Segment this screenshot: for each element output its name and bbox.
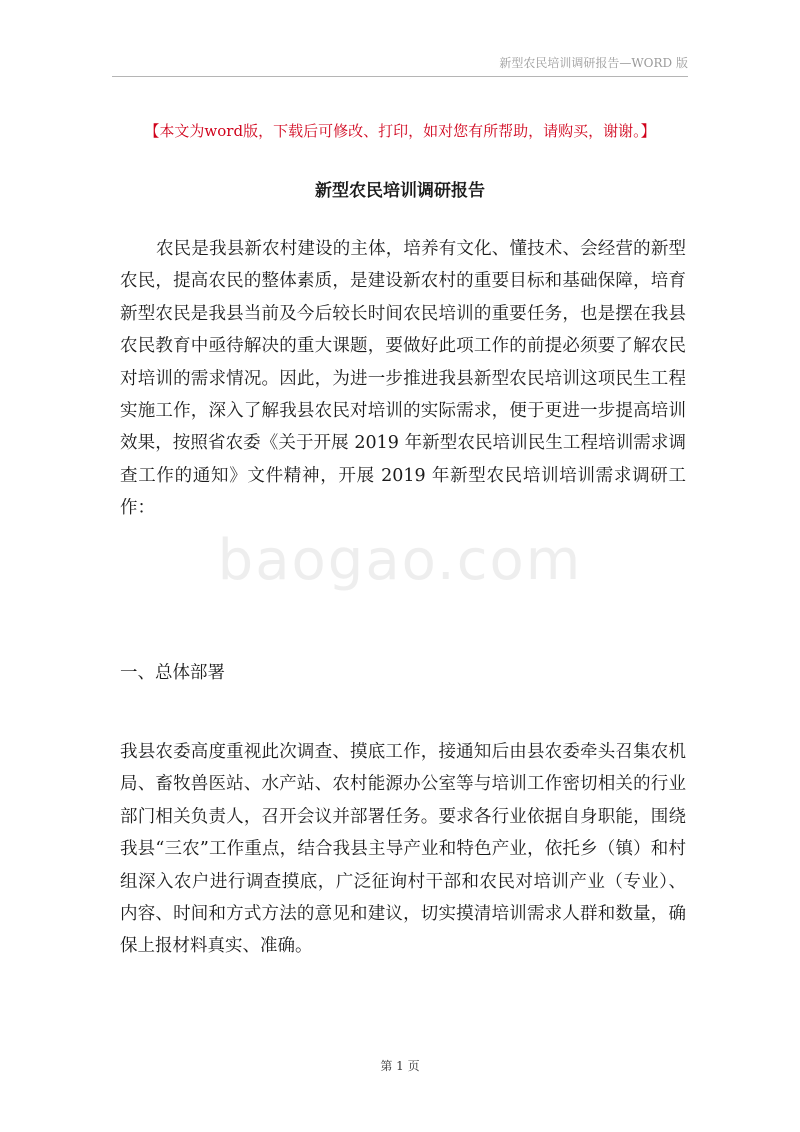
- document-title: 新型农民培训调研报告: [315, 181, 485, 201]
- section-paragraph: 我县农委高度重视此次调查、摸底工作，接通知后由县农委牵头召集农机局、畜牧兽医站、水产站、农村能源办公室等与培训工作密切相关的行业部门相关负责人，召开会议并部署任务。要求各行业依据自身职能，围绕我县“三农”工作重点，结合我县主导产业和特色产业，依托乡（镇）和村组深入农户进行调查摸底，广泛征询村干部和农民对培训产业（专业）、内容、时间和方式方法的意见和建议，切实摸清培训需求人群和数量，确保上报材料真实、准确。: [120, 742, 686, 957]
- purchase-notice: 【本文为word版，下载后可修改、打印，如对您有所帮助，请购买，谢谢。】: [144, 122, 656, 140]
- section-heading: 一、总体部署: [120, 663, 225, 683]
- page-number: 第 1 页: [380, 1059, 420, 1073]
- running-header: 新型农民培训调研报告—WORD 版: [499, 56, 688, 70]
- header-divider: [112, 76, 688, 77]
- watermark: baogao.com: [217, 528, 583, 593]
- intro-paragraph: 农民是我县新农村建设的主体，培养有文化、懂技术、会经营的新型农民，提高农民的整体素质，是建设新农村的重要目标和基础保障，培育新型农民是我县当前及今后较长时间农民培训的重要任务，也是摆在我县农民教育中亟待解决的重大课题，要做好此项工作的前提必须要了解农民对培训的需求情况。因此，为进一步推进我县新型农民培训这项民生工程实施工作，深入了解我县农民对培训的实际需求，便于更进一步提高培训效果，按照省农委《关于开展 2019 年新型农民培训民生工程培训需求调查工作的通知》文件精神，开展 2019 年新型农民培训培训需求调研工作：: [120, 239, 686, 519]
